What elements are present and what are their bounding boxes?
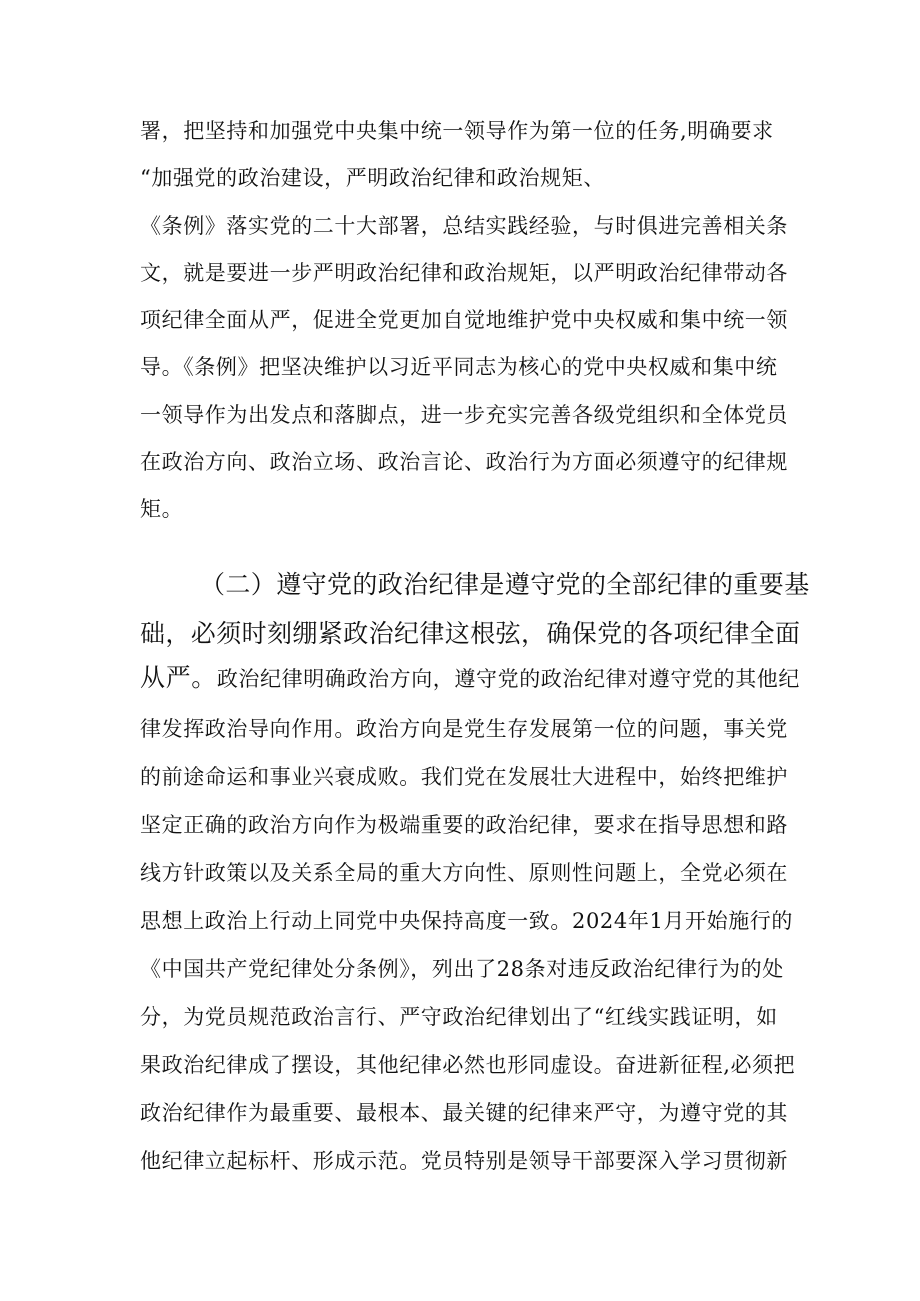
section2-body-line-3: 的前途命运和事业兴衰成败。我们党在发展壮大进程中，始终把维护 <box>140 765 788 789</box>
paragraph1-line-8: 在政治方向、政治立场、政治言论、政治行为方面必须遵守的纪律规 <box>140 450 788 474</box>
section2-heading-line-1: （二）遵守党的政治纪律是遵守党的全部纪律的重要基 <box>200 570 810 599</box>
paragraph1-line-5: 项纪律全面从严，促进全党更加自觉地维护党中央权威和集中统一领 <box>140 308 788 332</box>
section2-body-line-2: 律发挥政治导向作用。政治方向是党生存发展第一位的问题，事关党 <box>140 717 788 741</box>
section2-body-line-1: 政治纪律明确政治方向，遵守党的政治纪律对遵守党的其他纪 <box>216 667 801 691</box>
paragraph1-line-1: 署，把坚持和加强党中央集中统一领导作为第一位的任务,明确要求 <box>140 119 774 143</box>
paragraph1-line-9: 矩。 <box>140 497 184 521</box>
section2-body-line-4: 坚定正确的政治方向作为极端重要的政治纪律，要求在指导思想和路 <box>140 813 788 837</box>
paragraph1-line-4: 文，就是要进一步严明政治纪律和政治规矩，以严明政治纪律带动各 <box>140 261 788 285</box>
section2-heading-line-2: 础，必须时刻绷紧政治纪律这根弦，确保党的各项纪律全面 <box>140 619 801 648</box>
paragraph1-line-2: “加强党的政治建设，严明政治纪律和政治规矩、 <box>140 166 605 190</box>
section2-body-line-6: 思想上政治上行动上同党中央保持高度一致。2024年1月开始施行的 <box>140 909 794 933</box>
section2-body-line-7: 《中国共产党纪律处分条例》，列出了28条对违反政治纪律行为的处 <box>140 957 784 981</box>
paragraph1-line-3: 《条例》落实党的二十大部署，总结实践经验，与时俱进完善相关条 <box>140 214 788 238</box>
section2-body-line-11: 他纪律立起标杆、形成示范。党员特别是领导干部要深入学习贯彻新 <box>140 1149 788 1173</box>
paragraph1-line-6: 导。《条例》把坚决维护以习近平同志为核心的党中央权威和集中统 <box>140 355 778 379</box>
section2-body-line-8: 分，为党员规范政治言行、严守政治纪律划出了“红线实践证明，如 <box>140 1005 778 1029</box>
section2-heading-tail: 从严。 <box>140 663 217 692</box>
section2-body-line-5: 线方针政策以及关系全局的重大方向性、原则性问题上，全党必须在 <box>140 861 788 885</box>
section2-body-line-9: 果政治纪律成了摆设，其他纪律必然也形同虚设。奋进新征程,必须把 <box>140 1053 796 1077</box>
paragraph1-line-7: 一领导作为出发点和落脚点，进一步充实完善各级党组织和全体党员 <box>140 403 788 427</box>
section2-body-line-10: 政治纪律作为最重要、最根本、最关键的纪律来严守，为遵守党的其 <box>140 1101 788 1125</box>
section2-mixed-line <box>140 664 800 693</box>
